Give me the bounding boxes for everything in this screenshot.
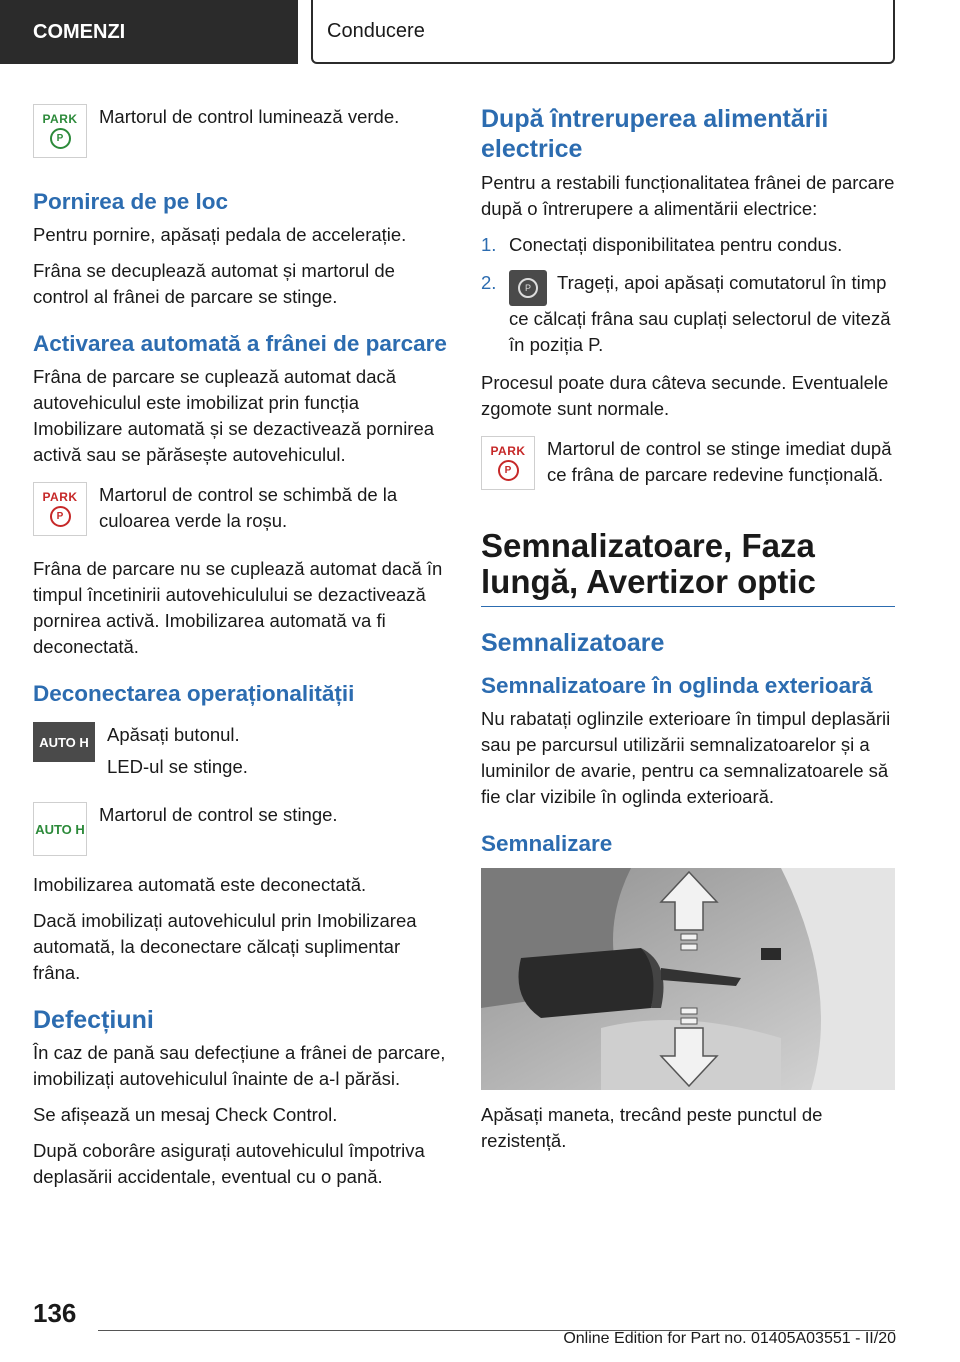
heading-defectiuni: Defecțiuni bbox=[33, 1006, 154, 1034]
heading-activare: Activarea automată a frânei de parcare bbox=[33, 331, 447, 356]
lamp-red-row-2 bbox=[481, 436, 895, 494]
parking-brake-switch-icon: P bbox=[509, 270, 547, 306]
paragraph: Pentru pornire, apăsați pedala de accelerație. bbox=[33, 224, 407, 245]
page-number: 136 bbox=[33, 1298, 77, 1328]
autoh-lamp-row bbox=[33, 802, 447, 856]
autoh-button-row bbox=[33, 722, 447, 786]
button-text-2: LED-ul se stinge. bbox=[107, 756, 248, 777]
heading-dupa: După întreruperea alimentării electrice bbox=[481, 105, 829, 163]
park-red-icon: PARK P bbox=[33, 482, 87, 536]
autoh-button-icon: AUTO H bbox=[33, 722, 95, 762]
paragraph: Imobilizarea automată este deconectată. bbox=[33, 874, 367, 895]
steps-list bbox=[481, 232, 895, 358]
paragraph: Frâna de parcare nu se cuplează automat dacă în timpul încetinirii autovehiculului se dezactivează pornirea activă. Imobilizarea automată va fi deconectată. bbox=[33, 558, 443, 657]
lamp-green-text: Martorul de control luminează verde. bbox=[99, 106, 400, 127]
heading-semnalizare: Semnalizare bbox=[481, 831, 613, 856]
paragraph: Se afișează un mesaj Check Control. bbox=[33, 1104, 338, 1125]
heading-oglinda: Semnalizatoare în oglinda exterioară bbox=[481, 673, 873, 698]
paragraph: Frâna de parcare se cuplează automat dacă autovehiculul este imobilizat prin funcția Imobilizare automată și se dezactivează pornirea activă sau se părăsește autovehiculul. bbox=[33, 366, 435, 465]
paragraph: Nu rabatați oglinzile exterioare în timpul deplasării sau pe parcursul utilizării semnalizatoarelor și a luminilor de avarie, pentru ca semnalizatoarele să fie clar vizibile în oglinda exterioară. bbox=[481, 708, 891, 807]
chapter-title: Semnalizatoare, Faza lungă, Avertizor optic bbox=[481, 527, 816, 600]
header-subsection: Conducere bbox=[311, 0, 895, 64]
heading-semnalizatoare: Semnalizatoare bbox=[481, 629, 665, 657]
right-column bbox=[481, 96, 895, 1164]
park-green-icon: PARK P bbox=[33, 104, 87, 158]
park-red-icon: PARK P bbox=[481, 436, 535, 490]
paragraph: După coborâre asigurați autovehiculul împotriva deplasării accidentale, eventual cu o pană. bbox=[33, 1140, 425, 1187]
heading-pornire: Pornirea de pe loc bbox=[33, 189, 229, 214]
lamp-green-row bbox=[33, 104, 447, 158]
paragraph: Pentru a restabili funcționalitatea frânei de parcare după o întrerupere a alimentării electrice: bbox=[481, 172, 895, 219]
lamp-red-row bbox=[33, 482, 447, 540]
lamp-red-text-2: Martorul de control se stinge imediat după ce frâna de parcare redevine funcțională. bbox=[547, 438, 892, 485]
heading-deconectare: Deconectarea operaționalității bbox=[33, 681, 355, 706]
paragraph: Frâna se decuplează automat și martorul de control al frânei de parcare se stinge. bbox=[33, 260, 395, 307]
lamp-off-text: Martorul de control se stinge. bbox=[99, 804, 338, 825]
autoh-lamp-icon: AUTO H bbox=[33, 802, 87, 856]
list-item: 2. P Trageți, apoi apăsați comutatorul în timp ce călcați frâna sau cuplați selectorul de viteză în poziția P. bbox=[481, 272, 891, 355]
button-text-1: Apăsați butonul. bbox=[107, 724, 240, 745]
paragraph: Procesul poate dura câteva secunde. Eventualele zgomote sunt normale. bbox=[481, 372, 889, 419]
turn-signal-lever-image bbox=[481, 868, 895, 1090]
list-item: 1. Conectați disponibilitatea pentru condus. bbox=[481, 234, 843, 255]
lamp-red-text: Martorul de control se schimbă de la culoarea verde la roșu. bbox=[99, 484, 398, 531]
header-section: COMENZI bbox=[0, 0, 298, 64]
left-column bbox=[33, 96, 447, 1200]
footer-edition: Online Edition for Part no. 01405A03551 - II/20 bbox=[563, 1330, 896, 1347]
paragraph: În caz de pană sau defecțiune a frânei de parcare, imobilizați autovehiculul înainte de a-l părăsi. bbox=[33, 1042, 446, 1089]
paragraph: Dacă imobilizați autovehiculul prin Imobilizarea automată, la deconectare călcați suplimentar frâna. bbox=[33, 910, 417, 983]
title-rule bbox=[481, 606, 895, 607]
paragraph: Apăsați maneta, trecând peste punctul de rezistență. bbox=[481, 1104, 823, 1151]
